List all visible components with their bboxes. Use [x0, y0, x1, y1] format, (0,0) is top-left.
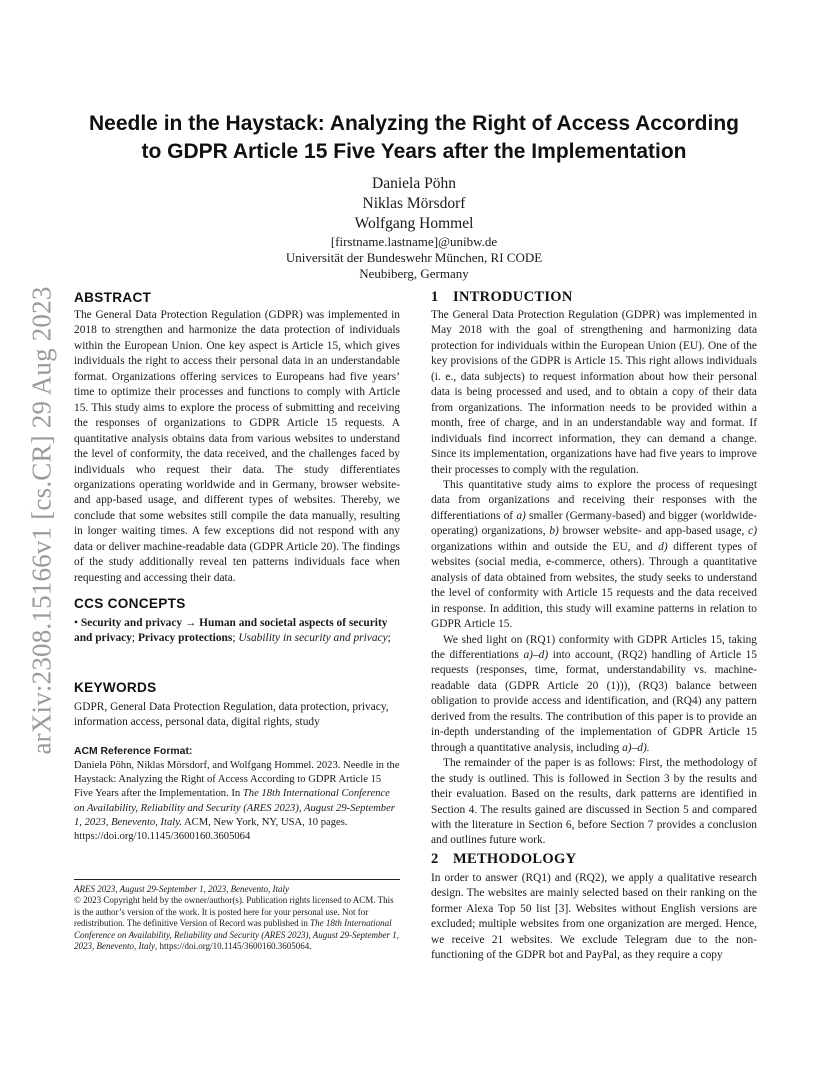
acm-ref-venue: The 18th International Conference on Availability, Reliability and Security (ARES 2023), August 29-September 1, 2023, Benevento, Italy.	[74, 788, 395, 828]
paper-title	[80, 110, 748, 166]
introduction-section	[431, 289, 757, 849]
author-name: Niklas Mörsdorf	[362, 195, 466, 212]
conference-line: ARES 2023, August 29-September 1, 2023, Benevento, Italy	[74, 884, 290, 894]
acm-ref-part: Daniela Pöhn, Niklas Mörsdorf, and Wolfgang Hommel. 2023. Needle in the Haystack: Analyzing the Right of Access According to GDPR Article 15 Five Years after the Implementation. In	[74, 760, 400, 800]
intro-paragraph	[431, 633, 757, 757]
enum-label: b)	[549, 525, 559, 538]
section-heading	[431, 851, 757, 868]
section-number: 1	[431, 289, 439, 305]
keywords-text: GDPR, General Data Protection Regulation, data protection, privacy, information access, personal data, digital rights, study	[74, 701, 389, 729]
section-title: METHODOLOGY	[453, 851, 577, 867]
copyright-venue: The 18th International Conference on Availability, Reliability and Security (ARES 2023), August 29-September 1, 2023, Benevento, Italy	[74, 918, 400, 952]
text-run: browser website- and app-based usage,	[558, 525, 749, 538]
acm-reference	[74, 745, 400, 844]
enum-label: c)	[748, 525, 757, 538]
arxiv-identifier: arXiv:2308.15166v1 [cs.CR] 29 Aug 2023	[26, 285, 57, 755]
copyright-part: , https://doi.org/10.1145/3600160.3605064.	[154, 941, 312, 952]
title-line-2: to GDPR Article 15 Five Years after the Implementation	[141, 140, 687, 163]
enum-label: a)	[516, 509, 526, 522]
abstract-heading: ABSTRACT	[74, 290, 152, 305]
ccs-heading: CCS CONCEPTS	[74, 596, 186, 611]
section-number: 2	[431, 851, 439, 867]
intro-paragraph: The General Data Protection Regulation (GDPR) was implemented in May 2018 with the goal of strengthening and harmonizing data protection for individuals within the European Union (EU). One of the key provisions of the GDPR is Article 15. This right allows individuals (i. e., data subjects) to request information about how their personal data is being processed and used, and to obtain a copy of their data from organizations. The information needs to be provided within a month, free of charge, and in an understandable way and format. If individuals find incorrect information, they can demand a change. Since its implementation, organizations have had five years to improve their processes to comply with the regulation.	[431, 309, 757, 476]
footnote-rule	[74, 879, 400, 880]
ccs-separator: ;	[232, 632, 239, 645]
ccs-section	[74, 595, 400, 647]
text-run: different types of websites (social media, e-commerce, others). Through a quantitative analysis of data obtained from websites, the study seeks to understand the level of conformity with Article 15 requests and the data received in response. In addition, this study will examine patterns in relation to GDPR Article 15.	[431, 540, 757, 631]
methodology-section	[431, 851, 757, 964]
author-location: Neubiberg, Germany	[359, 266, 469, 281]
title-line-1: Needle in the Haystack: Analyzing the Right of Access According	[89, 112, 739, 135]
ccs-end: ;	[387, 632, 391, 645]
section-heading	[431, 289, 757, 306]
section-title: INTRODUCTION	[453, 289, 573, 305]
ccs-concept-tertiary: Usability in security and privacy	[238, 632, 388, 645]
enum-label: a)–d).	[622, 741, 650, 754]
author-name: Daniela Pöhn	[372, 175, 456, 192]
ccs-concepts	[74, 616, 400, 647]
text-run: We shed light on (RQ1) conformity with GDPR Articles 15, taking the differentiations	[431, 633, 757, 661]
text-run: smaller (Germany-based) and bigger (worldwide-operating) organizations,	[431, 509, 757, 538]
copyright-text	[74, 895, 400, 952]
keywords-heading: KEYWORDS	[74, 680, 157, 695]
text-run: into account, (RQ2) handling of Article 15 requests (responses, time, format, understandability vs. machine-readable data (GDPR Article 20 (1))), (RQ3) balance between obligation to provide access and identification, and (RQ4) any pattern derived from the results. The contribution of this paper is to provide an in-depth understanding of the implementation of GDPR Article 15 through a quantitative analysis, including	[431, 648, 757, 754]
text-run: organizations within and outside the EU, and	[431, 540, 659, 553]
author-name: Wolfgang Hommel	[354, 215, 474, 232]
ccs-separator: ;	[131, 632, 138, 645]
author-block	[80, 174, 748, 282]
abstract-section	[74, 289, 400, 586]
enum-label: a)–d)	[523, 648, 549, 661]
copyright-footnote	[74, 884, 400, 952]
keywords-section	[74, 679, 400, 731]
arxiv-stamp	[22, 282, 62, 758]
acm-reference-heading: ACM Reference Format:	[74, 746, 193, 757]
enum-label: d)	[658, 540, 668, 553]
author-email: [firstname.lastname]@unibw.de	[330, 234, 498, 249]
copyright-part: © 2023 Copyright held by the owner/author(s). Publication rights licensed to ACM. This is the author’s version of the work. It is posted here for your personal use. Not for redistribution. The definitive Version of Record was published in	[74, 895, 394, 929]
abstract-text: The General Data Protection Regulation (GDPR) was implemented in 2018 to strengthen and harmonize the data protection of individuals within the European Union. One key aspect is Article 15, which gives individuals the right to access their personal data in an understandable format. Organizations offering services to Europeans had five years’ time to optimize their processes and functions to comply with Article 15. This study aims to explore the process of submitting and receiving the responses of organizations to GDPR Article 15 requests. A quantitative analysis obtains data from various websites to understand the level of conformity, the data received, and the challenges faced by individuals who request their data. The study differentiates organizations operating worldwide and in Germany, browser website- and app-based usage, and different types of websites. Thereby, we conclude that some websites still compile the data manually, resulting in longer waiting times. A few exceptions did not respond with any data or deliver machine-readable data (GDPR Article 20). The findings of the study additionally reveal ten patterns individuals face when requesting and accessing their data.	[74, 309, 400, 584]
acm-ref-part: ACM, New York, NY, USA, 10 pages. https://doi.org/10.1145/3600160.3605064	[74, 816, 348, 843]
intro-paragraph	[431, 478, 757, 633]
ccs-concept-secondary: Privacy protections	[137, 632, 233, 645]
text-run: This quantitative study aims to explore the process of requesingt data from organizations and receiving their responses with the differentiations of	[431, 478, 757, 522]
acm-reference-text	[74, 759, 400, 844]
methodology-paragraph: In order to answer (RQ1) and (RQ2), we apply a qualitative research design. The websites are mainly selected based on their ranking on the former Alexa Top 50 list [3]. Websites without English versions are excluded; multiple websites from one organization are merged. Hence, we receive 21 websites. We exclude Telegram due to the non-functioning of the GDPR bot and PayPal, as they require a copy	[431, 872, 757, 962]
ccs-concept-primary: Security and privacy → Human and societal aspects of security and privacy	[74, 617, 388, 645]
intro-paragraph: The remainder of the paper is as follows: First, the methodology of the study is outlined. This is followed in Section 3 by the results and their evaluation. Based on the results, dark patterns are identified in Section 4. The results gained are discussed in Section 5 and compared with the literature in Section 6, before Section 7 provides a conclusion and outlines future work.	[431, 757, 757, 847]
author-affiliation: Universität der Bundeswehr München, RI CODE	[285, 250, 543, 265]
ccs-bullet: •	[74, 617, 81, 629]
